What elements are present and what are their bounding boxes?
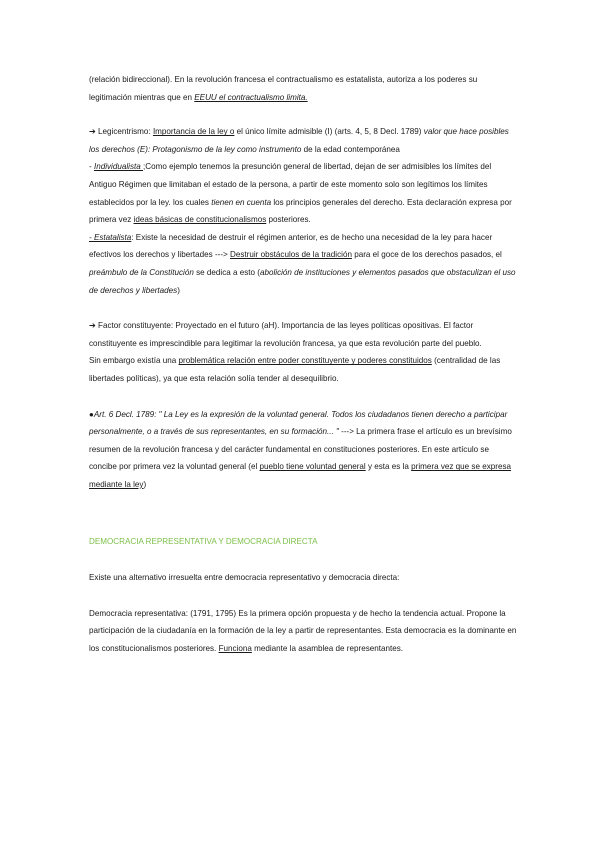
text-run-preambulo: preámbulo de la Constitución xyxy=(89,267,194,277)
text-run: posteriores. xyxy=(266,215,311,225)
text-run: ---> La primera frase el artículo es un brevísimo resumen de la revolución francesa y del carácter fundamental en constituciones posteriores. En este artículo se concibe por primera vez la voluntad general (el xyxy=(89,427,512,472)
text-run-estatalista: - Estatalista xyxy=(89,232,132,242)
text-run: : Existe la necesidad de destruir el régimen anterior, es de hecho una necesidad de la ley para hacer efectivos los derechos y libertades ---> xyxy=(89,232,493,260)
spacer xyxy=(89,587,519,605)
text-run: Factor constituyente: Proyectado en el futuro (aH). Importancia de las leyes políticas opositivas. El factor constituyente es imprescindible para legitimar la revolución francesa, ya que esta revolución parte del pueblo. xyxy=(89,321,482,348)
text-run: ) xyxy=(143,479,147,489)
text-run: se dedica a esto ( xyxy=(193,267,260,277)
text-run-tienen: tienen en cuenta xyxy=(211,197,272,207)
spacer xyxy=(89,299,519,317)
paragraph-estatalista xyxy=(89,229,519,299)
paragraph-legicentrismo xyxy=(89,123,519,158)
paragraph-alternativa: Existe una alternativo irresuelta entre democracia representativo y democracia directa: xyxy=(89,573,400,583)
text-run: los principios generales del derecho. Esta declaración expresa por primera vez xyxy=(89,197,512,225)
text-run-funciona: Funciona xyxy=(218,643,252,653)
text-run: y esta es la xyxy=(365,462,412,472)
text-run: Legicentrismo: xyxy=(95,127,153,137)
text-run-protagonismo: : Protagonismo de la ley como instrumento xyxy=(147,144,302,154)
text-run: (centralidad de las libertades políticas), ya que esta relación solía tender al desequilibrio. xyxy=(89,356,501,383)
bullet-icon: ● xyxy=(89,409,94,419)
paragraph-contractualismo xyxy=(89,71,519,106)
text-run-art6: Art. 6 Decl. 1789 xyxy=(93,409,155,419)
section-heading: DEMOCRACIA REPRESENTATIVA Y DEMOCRACIA DIRECTA xyxy=(89,537,318,547)
text-run: para el goce de los derechos pasados, el xyxy=(351,250,502,260)
text-run-individualista: Individualista xyxy=(93,162,143,172)
text-run-destruir: Destruir obstáculos de la tradición xyxy=(230,250,352,260)
text-run-eeuu: EEUU el contractualismo limita. xyxy=(194,92,308,102)
paragraph-factor-constituyente xyxy=(89,317,519,352)
spacer xyxy=(89,493,519,515)
text-run: mediante la asamblea de representantes. xyxy=(251,643,404,653)
text-run-primera-vez: primera vez que se expresa mediante la ley xyxy=(89,462,512,489)
text-run: el único límite admisible (I) (arts. 4, 5, 8 Decl. 1789) xyxy=(234,127,424,137)
text-run-importancia: Importancia de la ley o xyxy=(152,127,235,137)
paragraph-individualista xyxy=(89,158,519,228)
text-run-quote: : " La Ley es la expresión de la voluntad general. Todos los ciudadanos tienen derecho a participar personalmente, o a través de sus representantes, en su formación... " xyxy=(89,409,508,437)
text-run: - xyxy=(89,162,94,172)
paragraph-democracia-representativa xyxy=(89,605,519,658)
text-run-pueblo: pueblo tiene voluntad general xyxy=(259,462,366,472)
spacer xyxy=(89,515,519,533)
spacer xyxy=(89,388,519,406)
paragraph-art6 xyxy=(89,406,519,494)
text-run: de la edad contemporánea xyxy=(301,144,400,154)
spacer xyxy=(89,551,519,569)
text-run-valor: valor que hace posibles los derechos (E) xyxy=(89,127,509,154)
text-run: ;Como ejemplo tenemos la presunción general de libertad, dejan de ser admisibles los límites del Antiguo Régimen que limitaban el estado de la persona, a partir de este momento solo son legítimos los límites establecidos por la ley. los cuales xyxy=(89,162,492,207)
text-run-abolicion: abolición de instituciones y elementos pasados que obstaculizan el uso de derechos y libertades xyxy=(89,267,516,295)
text-run: ) xyxy=(177,285,180,295)
text-run: (relación bidireccional). En la revolución francesa el contractualismo es estatalista, autoriza a los poderes su legitimación mientras que en xyxy=(89,75,478,102)
text-run-ideas: ideas básicas de constitucionalismos xyxy=(133,215,267,225)
spacer xyxy=(89,106,519,123)
arrow-icon: ➔ xyxy=(89,127,96,137)
text-run-problematica: problemática relación entre poder constituyente y poderes constituidos xyxy=(178,356,432,366)
text-run: Democracia representativa: (1791, 1795) Es la primera opción propuesta y de hecho la tendencia actual. Propone la participación de la ciudadanía en la formación de la ley a partir de representantes. Esta democracia es la dominante en los constitucionalismos posteriores. xyxy=(89,608,517,653)
arrow-icon: ➔ xyxy=(89,321,96,331)
paragraph-sin-embargo xyxy=(89,352,519,387)
text-run: Sin embargo existía una xyxy=(89,356,179,366)
